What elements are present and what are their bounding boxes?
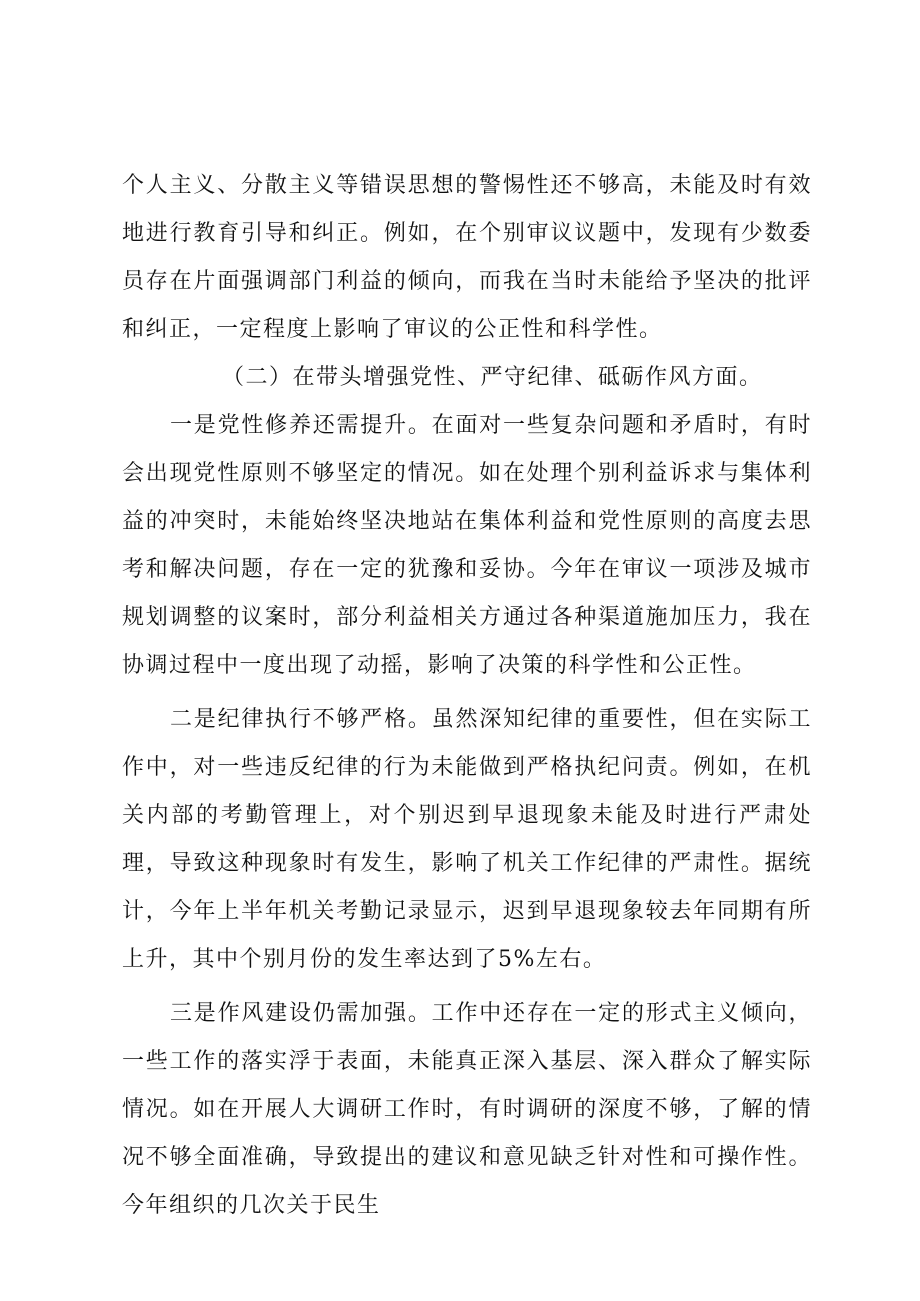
paragraph-work-style: 三是作风建设仍需加强。工作中还存在一定的形式主义倾向，一些工作的落实浮于表面，未能真正深入基层、深入群众了解实际情况。如在开展人大调研工作时，有时调研的深度不够，了解的情况不够全面准确，导致提出的建议和意见缺乏针对性和可操作性。今年组织的几次关于民生	[122, 1001, 812, 1218]
paragraph-continued: 个人主义、分散主义等错误思想的警惕性还不够高，未能及时有效地进行教育引导和纠正。例如，在个别审议议题中，发现有少数委员存在片面强调部门利益的倾向，而我在当时未能给予坚决的批评和纠正，一定程度上影响了审议的公正性和科学性。	[122, 173, 812, 342]
paragraph-party-spirit: 一是党性修养还需提升。在面对一些复杂问题和矛盾时，有时会出现党性原则不够坚定的情况。如在处理个别利益诉求与集体利益的冲突时，未能始终坚决地站在集体利益和党性原则的高度去思考和解决问题，存在一定的犹豫和妥协。今年在审议一项涉及城市规划调整的议案时，部分利益相关方通过各种渠道施加压力，我在协调过程中一度出现了动摇，影响了决策的科学性和公正性。	[122, 413, 812, 678]
document-page	[122, 162, 812, 1230]
paragraph-discipline: 二是纪律执行不够严格。虽然深知纪律的重要性，但在实际工作中，对一些违反纪律的行为未能做到严格执纪问责。例如，在机关内部的考勤管理上，对个别迟到早退现象未能及时进行严肃处理，导致这种现象时有发生，影响了机关工作纪律的严肃性。据统计，今年上半年机关考勤记录显示，迟到早退现象较去年同期有所上升，其中个别月份的发生率达到了5%左右。	[122, 707, 812, 972]
section-heading: （二）在带头增强党性、严守纪律、砥砺作风方面。	[222, 365, 763, 390]
